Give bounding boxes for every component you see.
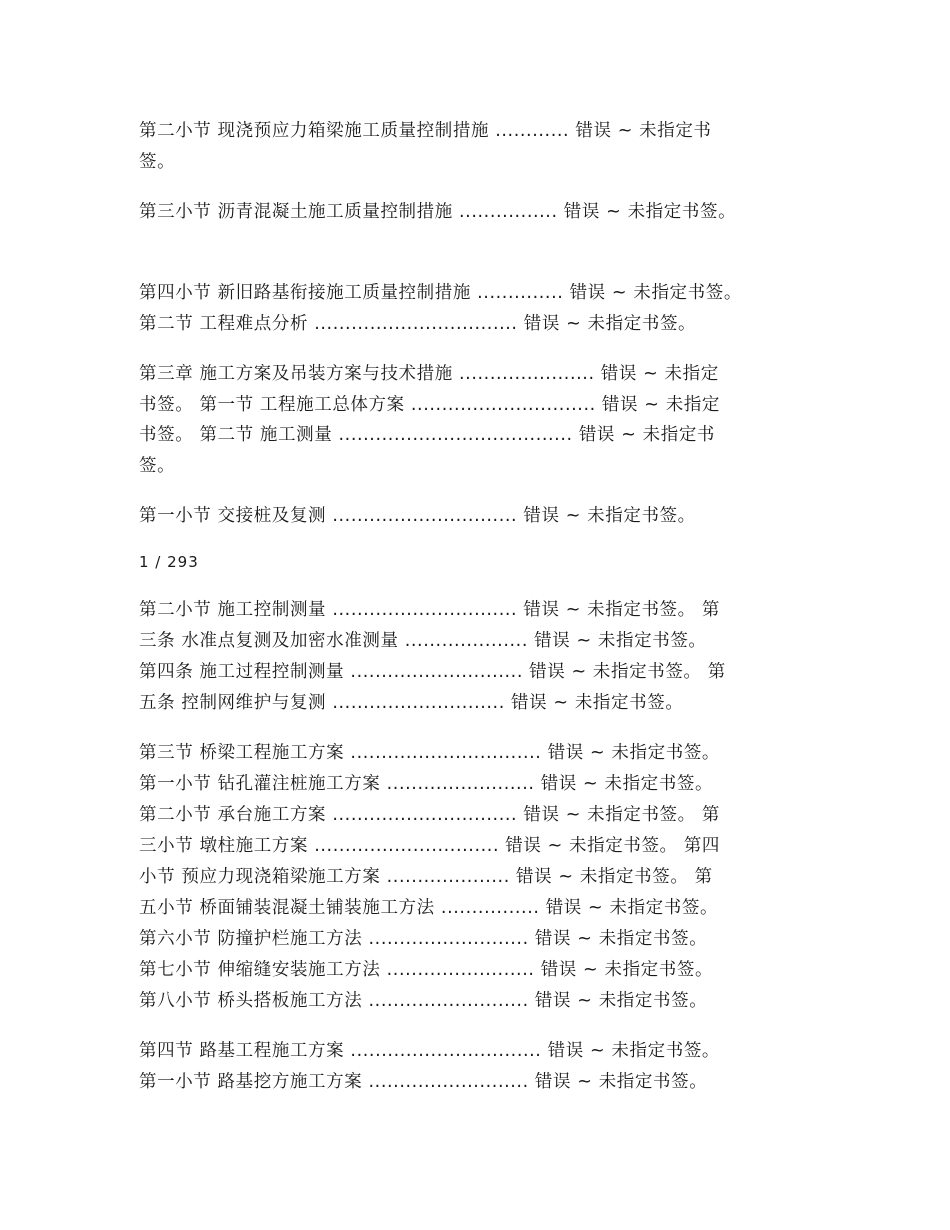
toc-line: 书签。 第二节 施工测量 ...................................... 错误 ~ 未指定书 [139, 425, 716, 445]
toc-line: 第四节 路基工程施工方案 ............................... 错误 ~ 未指定书签。 [139, 1041, 721, 1061]
toc-line: 小节 预应力现浇箱梁施工方案 .................... 错误 ~ 未指定书签。 第 [139, 867, 713, 887]
toc-line: 第四条 施工过程控制测量 ............................ 错误 ~ 未指定书签。 第 [139, 662, 726, 682]
toc-line: 第三节 桥梁工程施工方案 ............................... 错误 ~ 未指定书签。 [139, 743, 721, 763]
toc-line: 第二节 工程难点分析 ................................. 错误 ~ 未指定书签。 [139, 314, 697, 334]
toc-line: 三条 水准点复测及加密水准测量 .................... 错误 ~ 未指定书签。 [139, 631, 707, 651]
toc-line: 第四小节 新旧路基衔接施工质量控制措施 .............. 错误 ~ 未指定书签。 [139, 283, 742, 303]
toc-line: 第三小节 沥青混凝土施工质量控制措施 ................ 错误 ~ 未指定书签。 [139, 202, 737, 222]
toc-line: 第一小节 路基挖方施工方案 .......................... 错误 ~ 未指定书签。 [139, 1072, 708, 1092]
toc-line: 第二小节 承台施工方案 .............................. 错误 ~ 未指定书签。 第 [139, 805, 721, 825]
toc-line: 第八小节 桥头搭板施工方法 .......................... 错误 ~ 未指定书签。 [139, 991, 708, 1011]
toc-line: 第六小节 防撞护栏施工方法 .......................... 错误 ~ 未指定书签。 [139, 929, 708, 949]
toc-line: 第七小节 伸缩缝安装施工方法 ........................ 错误 ~ 未指定书签。 [139, 960, 714, 980]
toc-line: 签。 [139, 152, 176, 172]
toc-line: 三小节 墩柱施工方案 .............................. 错误 ~ 未指定书签。 第四 [139, 836, 721, 856]
page-number: 1 / 293 [139, 553, 199, 571]
toc-line: 第一小节 钻孔灌注桩施工方案 ........................ 错误 ~ 未指定书签。 [139, 774, 714, 794]
toc-line: 第二小节 现浇预应力箱梁施工质量控制措施 ............ 错误 ~ 未指定书 [139, 121, 712, 141]
toc-line: 签。 [139, 456, 176, 476]
toc-line: 书签。 第一节 工程施工总体方案 .............................. 错误 ~ 未指定 [139, 395, 721, 415]
toc-line: 第一小节 交接桩及复测 .............................. 错误 ~ 未指定书签。 [139, 506, 696, 526]
toc-line: 五条 控制网维护与复测 ............................ 错误 ~ 未指定书签。 [139, 693, 684, 713]
toc-line: 第二小节 施工控制测量 .............................. 错误 ~ 未指定书签。 第 [139, 600, 721, 620]
toc-line: 第三章 施工方案及吊装方案与技术措施 ...................... 错误 ~ 未指定 [139, 364, 719, 384]
toc-line: 五小节 桥面铺装混凝土铺装施工方法 ................ 错误 ~ 未指定书签。 [139, 898, 719, 918]
